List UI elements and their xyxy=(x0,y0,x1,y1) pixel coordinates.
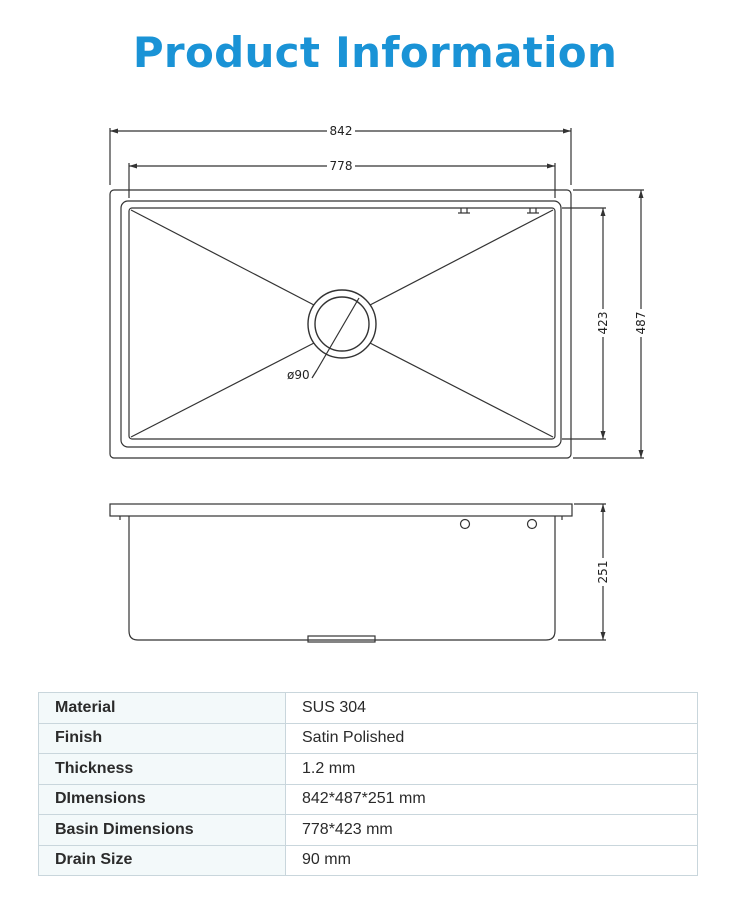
page-title: Product Information xyxy=(132,28,618,77)
spec-value: 1.2 mm xyxy=(286,754,698,785)
table-row xyxy=(39,784,698,815)
spec-key: Basin Dimensions xyxy=(39,815,286,846)
spec-value: SUS 304 xyxy=(286,693,698,724)
spec-value: Satin Polished xyxy=(286,723,698,754)
spec-key: DImensions xyxy=(39,784,286,815)
table-row xyxy=(39,815,698,846)
spec-table xyxy=(38,692,698,876)
dimension-overall-width: 842 xyxy=(329,124,353,138)
dimension-height: 251 xyxy=(596,560,610,584)
dimension-basin-depth: 423 xyxy=(596,311,610,335)
side-view-drain xyxy=(308,636,375,642)
spec-value: 90 mm xyxy=(286,845,698,876)
spec-key: Thickness xyxy=(39,754,286,785)
spec-key: Finish xyxy=(39,723,286,754)
dimension-overall-depth: 487 xyxy=(634,311,648,335)
sink-inner-flange xyxy=(121,201,561,447)
drain-outer-ring xyxy=(308,290,376,358)
table-row xyxy=(39,845,698,876)
side-view-basin xyxy=(129,516,555,640)
dimension-basin-width: 778 xyxy=(329,159,353,173)
dimension-drain-diameter: ø90 xyxy=(287,368,310,382)
spec-value: 842*487*251 mm xyxy=(286,784,698,815)
spec-key: Material xyxy=(39,693,286,724)
drain-inner-ring xyxy=(315,297,369,351)
sink-outer-rim xyxy=(110,190,571,458)
table-row xyxy=(39,693,698,724)
side-view-flange xyxy=(110,504,572,516)
table-row xyxy=(39,723,698,754)
spec-value: 778*423 mm xyxy=(286,815,698,846)
table-row xyxy=(39,754,698,785)
spec-key: Drain Size xyxy=(39,845,286,876)
